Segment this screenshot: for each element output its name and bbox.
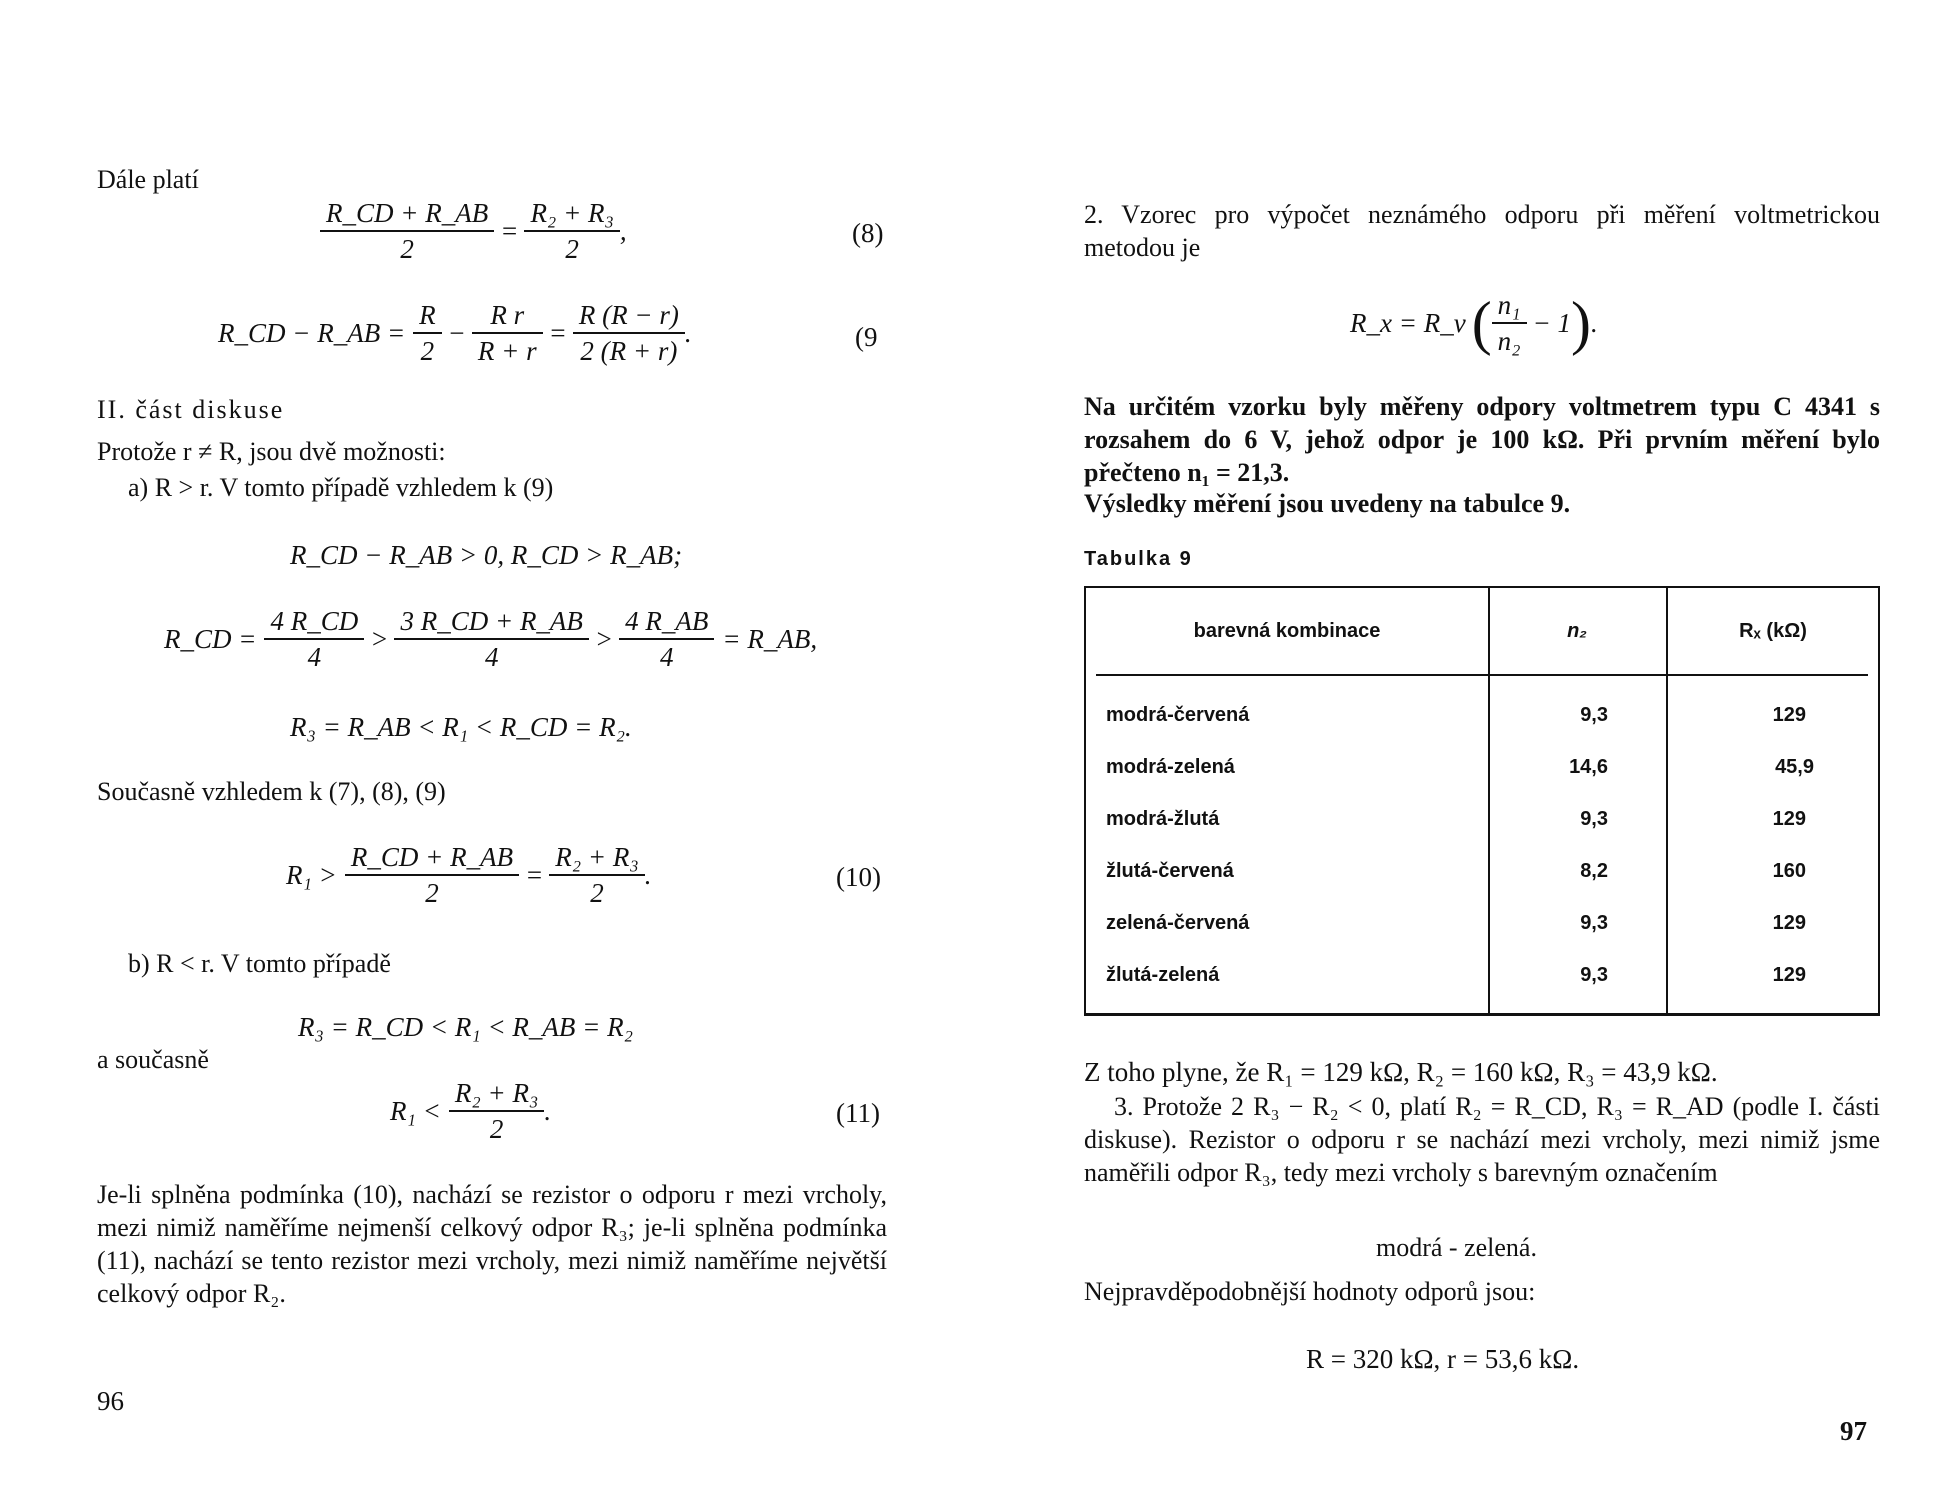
because-text: Protože r ≠ R, jsou dvě možnosti: [97,437,446,466]
inequality-1: R_CD − R_AB > 0, R_CD > R_AB; [290,540,683,570]
eq11-numerator: R₂ + R₃ [449,1076,544,1112]
eq11-denominator: 2 [489,1114,504,1144]
eq10-number: (10) [836,862,881,892]
row-6-n2: 9,3 [1580,964,1608,986]
eq11-tail: . [544,1095,552,1126]
row-2-n2: 14,6 [1569,756,1608,778]
formula-tail: − 1 [1532,307,1572,338]
eq9-f3-denominator: 2 (R + r) [580,336,678,366]
simultaneously-text: Současně vzhledem k (7), (8), (9) [97,777,446,806]
eq9-number: (9 [855,322,878,352]
header-rx: Rₓ (kΩ) [1739,620,1807,642]
eq9-fraction-1 [413,298,442,368]
eq9-f3-numerator: R (R − r) [573,298,685,334]
eqrcd-lhs: R_CD = [164,623,257,654]
eq9-tail: . [684,317,692,348]
eq10-lhs: R₁ > [286,859,337,890]
row-2-combination: modrá-zelená [1106,756,1235,778]
formula-open-paren: ( [1471,290,1492,356]
eq10-fraction-1 [345,840,519,910]
eqrcd-f1-denominator: 4 [307,642,322,672]
eq9-f2-denominator: R + r [477,336,537,366]
inequality-3: R₃ = R_CD < R₁ < R_AB = R₂ [298,1012,633,1042]
eq10-f1-denominator: 2 [425,878,439,908]
formula-end: . [1591,307,1598,338]
eqrcd-gt-1: > [370,623,389,654]
row-4-rx: 160 [1772,860,1806,882]
row-4-n2: 8,2 [1580,860,1608,882]
results-table [1084,586,1880,1016]
eq9-fraction-2 [472,298,543,368]
eq9-f1-numerator: R [413,298,442,334]
row-5-rx: 129 [1772,912,1806,934]
measurement-paragraph: Na určitém vzorku byly měřeny odpory voltmetrem typu C 4341 s rozsahem do 6 V, jehož odpor je 100 kΩ. Při prvním měření bylo přečteno n₁ = 21,3. [1084,392,1880,487]
equation-8 [320,196,627,266]
page-number-left: 96 [97,1386,124,1416]
eq11-fraction [449,1076,544,1146]
eq8-tail: , [619,215,627,246]
formula-fraction [1492,288,1527,358]
eq11-number: (11) [836,1098,880,1128]
eq8-equals: = [500,215,519,246]
section-heading: II. část diskuse [97,395,285,424]
eqrcd-fraction-3 [619,604,714,674]
eqrcd-fraction-1 [264,604,364,674]
table-header-rule [1096,674,1868,676]
row-3-combination: modrá-žlutá [1106,808,1220,830]
case-a-text: a) R > r. V tomto případě vzhledem k (9) [128,473,554,502]
eq9-equals: = [548,317,567,348]
eq8-lhs-numerator: R_CD + R_AB [320,196,494,232]
eqrcd-tail: = R_AB, [722,623,818,654]
row-4-combination: žlutá-červená [1106,860,1234,882]
equation-rcd [164,604,817,674]
row-5-n2: 9,3 [1580,912,1608,934]
eq8-lhs-denominator: 2 [400,234,414,264]
eqrcd-f2-denominator: 4 [484,642,499,672]
eq8-lhs-fraction [320,196,494,266]
results-reference: Výsledky měření jsou uvedeny na tabulce 9. [1084,489,1571,518]
eqrcd-f3-numerator: 4 R_AB [619,604,714,640]
row-3-rx: 129 [1772,808,1806,830]
equation-11 [390,1076,551,1146]
equation-9 [218,298,692,368]
eqrcd-f2-numerator: 3 R_CD + R_AB [394,604,588,640]
eq8-rhs-fraction [524,196,619,266]
inequality-2: R₃ = R_AB < R₁ < R_CD = R₂. [290,712,632,742]
intro-text: Dále platí [97,165,199,194]
eq10-tail: . [644,859,652,890]
eq10-f1-numerator: R_CD + R_AB [345,840,519,876]
eqrcd-f3-denominator: 4 [660,642,674,672]
eqrcd-fraction-2 [394,604,588,674]
conclusion-line: Z toho plyne, že R₁ = 129 kΩ, R₂ = 160 kΩ, R₃ = 43,9 kΩ. [1084,1057,1718,1087]
row-1-rx: 129 [1772,704,1806,726]
formula-lhs: R_x = R_v [1350,307,1466,338]
table-divider-1 [1488,588,1490,1013]
color-pair: modrá - zelená. [1376,1233,1537,1262]
row-2-rx: 45,9 [1775,756,1814,778]
row-3-n2: 9,3 [1580,808,1608,830]
eq8-rhs-numerator: R₂ + R₃ [524,196,619,232]
item-2-text: 2. Vzorec pro výpočet neznámého odporu při měření voltmetrickou metodou je [1084,200,1880,262]
most-probable-text: Nejpravděpodobnější hodnoty odporů jsou: [1084,1277,1536,1306]
page-number-right: 97 [1840,1416,1867,1446]
voltmeter-formula [1350,288,1598,358]
result-values: R = 320 kΩ, r = 53,6 kΩ. [1306,1344,1580,1374]
eq8-rhs-denominator: 2 [565,234,579,264]
and-simultaneously-text: a současně [97,1045,209,1074]
eq10-fraction-2 [549,840,644,910]
row-6-rx: 129 [1772,964,1806,986]
eq10-f2-numerator: R₂ + R₃ [549,840,644,876]
row-1-n2: 9,3 [1580,704,1608,726]
final-paragraph: Je-li splněna podmínka (10), nachází se rezistor o odporu r mezi vrcholy, mezi nimiž naměříme nejmenší celkový odpor R₃; je-li splněna podmínka (11), nachází se tento rezistor mezi vrcholy, mezi nimiž naměříme největší celkový odpor R₂. [97,1180,887,1308]
eq9-f2-numerator: R r [472,298,543,334]
eq9-lhs: R_CD − R_AB = [218,317,406,348]
eqrcd-f1-numerator: 4 R_CD [264,604,364,640]
formula-denominator: n₂ [1497,326,1521,356]
eq9-fraction-3 [573,298,685,368]
case-b-text: b) R < r. V tomto případě [128,949,391,978]
equation-10 [286,840,652,910]
row-6-combination: žlutá-zelená [1106,964,1220,986]
header-n2: n₂ [1567,620,1587,642]
eq9-minus: − [447,317,466,348]
eq9-f1-denominator: 2 [420,336,435,366]
eq11-lhs: R₁ < [390,1095,441,1126]
table-caption: Tabulka 9 [1084,548,1193,570]
formula-close-paren: ) [1571,290,1592,356]
header-color-combination: barevná kombinace [1193,620,1381,642]
eq8-number: (8) [852,218,884,248]
row-5-combination: zelená-červená [1106,912,1250,934]
item-3-paragraph: 3. Protože 2 R₃ − R₂ < 0, platí R₂ = R_CD, R₃ = R_AD (podle I. části diskuse). Rezistor o odporu r se nachází mezi vrcholy, mezi nimiž jsme naměřili odpor R₃, tedy mezi vrcholy s barevným označením [1084,1092,1880,1187]
row-1-combination: modrá-červená [1106,704,1250,726]
eq10-f2-denominator: 2 [590,878,604,908]
table-divider-2 [1666,588,1668,1013]
eqrcd-gt-2: > [594,623,614,654]
formula-numerator: n₁ [1492,288,1527,324]
eq10-equals: = [525,859,544,890]
